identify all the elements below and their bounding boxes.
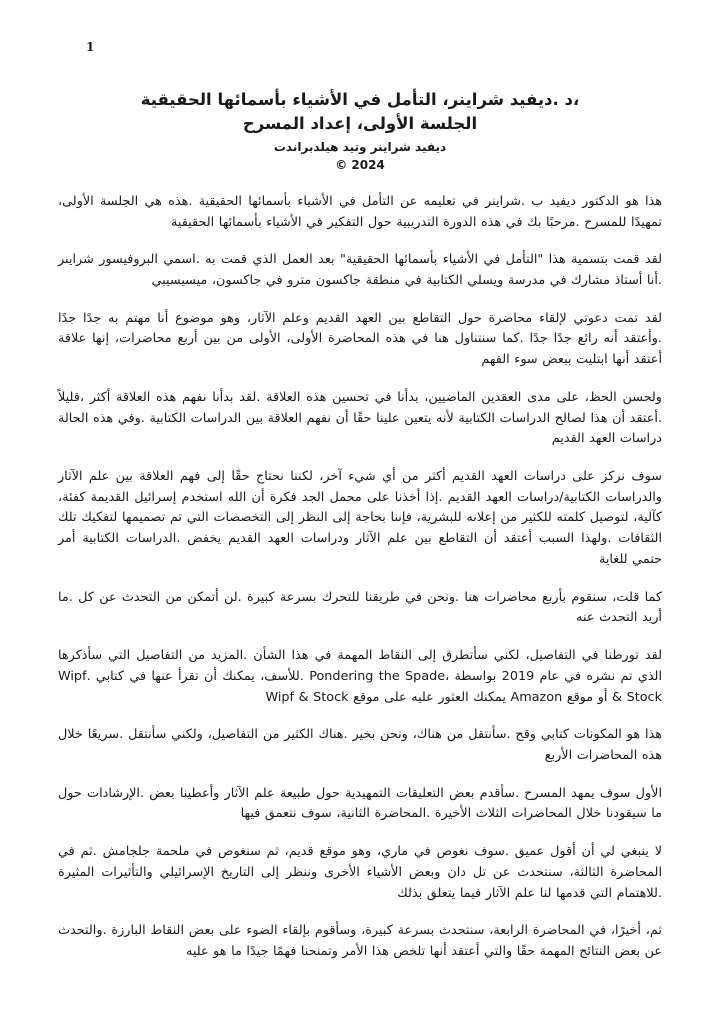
page-number: 1	[86, 40, 95, 54]
paragraph: سوف نركز على دراسات العهد القديم أكثر من أي شيء آخر، لكننا نحتاج حقًا إلى فهم العلاقة بين علم الآثار والدراسات الكتابية/دراسات العهد القديم .إذا أخذنا على محمل الجد فكرة أن الله استخدم إسرائيل القديمة كفئة، كآلية، لتوصيل كلمته للكثير من إعلانه للبشرية، فإننا بحاجة إلى النظر إلى التخصصات التي تم تصميمها لتفكيك تلك الثقافات .ولهذا السبب أعتقد أن التقاطع بين علم الآثار ودراسات العهد القديم يخفض .الدراسات الكتابية أمر حتمي للغاية	[58, 469, 662, 567]
paragraph: ولحسن الحظ، على مدى العقدين الماضيين، بدأنا في تحسين هذه العلاقة .لقد بدأنا نفهم هذه العلاقة أكثر ،قليلاً .أعتقد أن هذا لصالح الدراسات الكتابية لأنه يتعين علينا حقًا أن نفهم العلاقة بين الدراسات الكتابية .وفي هذه الحالة دراسات العهد القديم	[58, 389, 662, 447]
paragraph: لقد تورطنا في التفاصيل، لكني سأتطرق إلى النقاط المهمة في هذا الشأن .المزيد من التفاصيل التي سأذكرها الذي تم نشره في عام 2019 بواسطة ،Pondering the Spade .للأسف، يمكنك أن تقرأ عنها في كتابي .Wipf & Stock أو موقع Amazon يمكنك العثور عليه على موقع Wipf & Stock	[58, 648, 663, 705]
document-title-line-2: الجلسة الأولى، إعداد المسرح	[242, 113, 478, 133]
paragraph: لقد قمت بتسمية هذا "التأمل في الأشياء بأسمائها الحقيقية" بعد العمل الذي قمت به .اسمي البروفيسور شراينر .أنا أستاذ مشارك في مدرسة ويسلي الكتابية في منطقة جاكسون مترو في جاكسون، ميسيسيبي	[58, 252, 662, 288]
document-title-line-1: ،د .ديفيد شراينر، التأمل في الأشياء بأسمائها الحقيقية	[140, 90, 580, 109]
paragraph: هذا هو الدكتور ديفيد ب .شراينر في تعليمه عن التأمل في الأشياء بأسمائها الحقيقية .هذه هي الجلسة الأولى، تمهيدًا للمسرح .مرحبًا بك في هذه الدورة التدريبية حول التفكير في الأشياء بأسمائها الحقيقية	[58, 193, 662, 230]
document-copyright: © 2024	[335, 157, 385, 172]
paragraph: هذا هو المكونات كتابي وقح .سأنتقل من هناك، ونحن بخير .هناك الكثير من التفاصيل، ولكني سأنتقل .سريعًا خلال هذه المحاضرات الأربع	[58, 727, 662, 763]
paragraph: الأول سوف يمهد المسرح .سأقدم بعض التعليقات التمهيدية حول طبيعة علم الآثار وأعطينا بعض .الإرشادات حول ما سيقودنا خلال المحاضرات الثلاث الأخيرة .المحاضرة الثانية، سوف نتعمق فيها	[58, 785, 662, 822]
paragraph: لا ينبغي لي أن أقول عميق .سوف نغوص في ماري، وهو موقع قديم، ثم سنغوص في ملحمة جلجامش .ثم في المحاضرة الثالثة، سنتحدث عن تل دان وبعض الأشياء الأخرى وننظر إلى التاريخ الإسرائيلي والتأثيرات المثيرة .للاهتمام التي قدمها لنا علم الآثار فيما يتعلق بذلك	[58, 844, 662, 901]
paragraph: ثم، أخيرًا، في المحاضرة الرابعة، سنتحدث بسرعة كبيرة، وسأقوم بإلقاء الضوء على بعض النقاط البارزة .والتحدث عن بعض النتائج المهمة حقًا والتي أعتقد أنها تلخص هذا الأمر وتمنحنا فهمًا جيدًا ما هو عليه	[58, 923, 662, 959]
paragraph: كما قلت، سنقوم بأربع محاضرات هنا .ونحن في طريقنا للتحرك بسرعة كبيرة .لن أتمكن من التحدث عن كل .ما أريد التحدث عنه	[58, 589, 662, 626]
document-byline: ديفيد شراينر وتيد هيلدبراندت	[273, 139, 447, 154]
document-body	[58, 192, 662, 963]
document-header	[58, 88, 662, 174]
paragraph: لقد تمت دعوتي لإلقاء محاضرة حول التقاطع بين العهد القديم وعلم الآثار، وهو موضوع أنا مهتم به جدًا جدًا .وأعتقد أنه رائع جدًا جدًا .كما سنتناول هنا في هذه المحاضرة الأولى، الأولى من بين أربع محاضرات، إنها علاقة أعتقد أنها ابتليت ببعض سوء الفهم	[58, 310, 662, 368]
